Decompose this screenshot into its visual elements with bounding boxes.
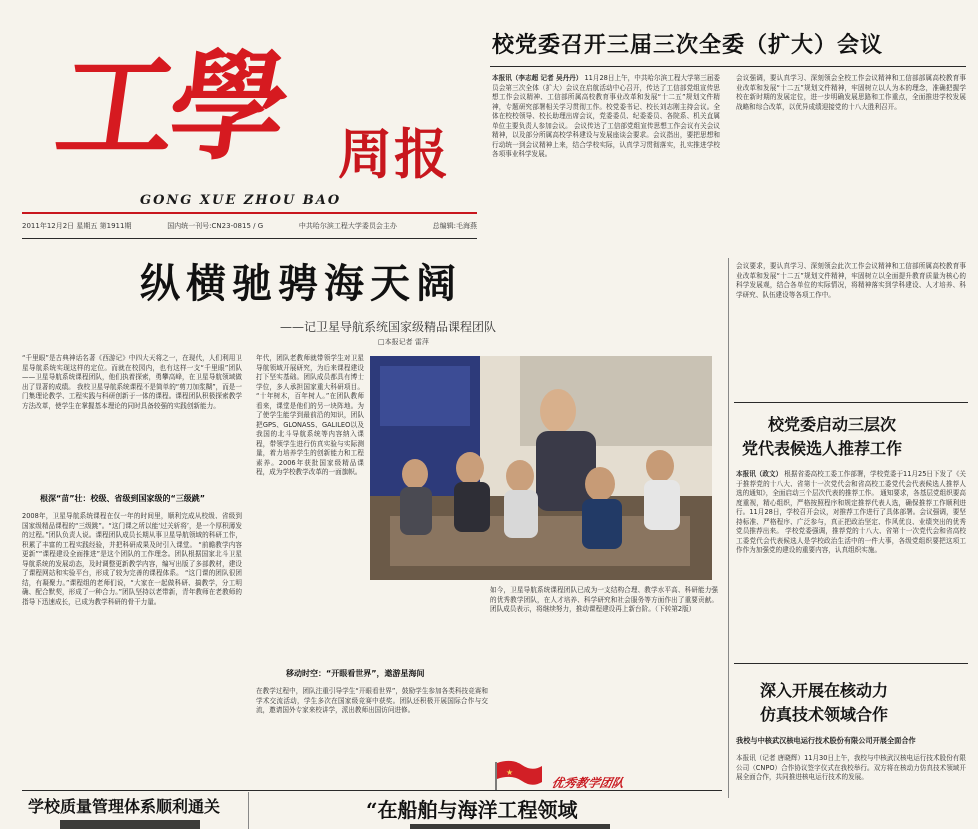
feature-col1-para-a: 2008年，卫星导航系统课程在仅一年的时间里，顺利完成从校级、省级到国家级精品课程的“三级跳”。“这门课之所以能‘过关斩将’，是一个厚积薄发的过程。”团队负责人说。课程团队成员长期从事卫星导航领域的科研工作，积累了丰富的工程实践经验，并把科研成果及时引入课堂。	[22, 512, 242, 549]
top-story-column-2b	[736, 262, 966, 392]
side-story-1-para-3: 学校党委强调，推荐党的十八大、省第十一次党代会和省高校工委党代会代表候选人是学校政治生活中的一件大事，各级党组织要把这项工作作为加强党的建设的重要内容，认真组织实施。	[736, 527, 966, 554]
top-story-byline: 本报讯（李志超 记者 吴丹丹）	[492, 74, 583, 82]
feature-col1-para-c: “这门课的团队很团结，有凝聚力。”课程组的老师们说，“大家在一起做科研、搞教学，分工明确、配合默契，形成了一种合力。”团队坚持以老带新，青年教师在老教师的指导下迅速成长，已成为教学科研的骨干力量。	[22, 569, 242, 606]
feature-subhead-1: 根深“苗”壮：校级、省级到国家级的“三级跳”	[40, 494, 206, 503]
side-story-1-rule	[734, 402, 968, 403]
feature-col2-para-b: “十年树木，百年树人。”在团队教师看来，课堂是他们的另一块阵地。为了使学生能学到最前沿的知识，团队把GPS、GLONASS、GALILEO以及我国的北斗导航系统等内容纳入课程，带领学生进行仿真实验与实际测量，着力培养学生的创新能力和工程素养。2006年获批国家级精品课程，成为学校教学改革的一面旗帜。	[256, 392, 364, 476]
top-story-headline: 校党委召开三届三次全委（扩大）会议	[492, 33, 884, 58]
masthead-rule-top	[22, 212, 477, 214]
feature-column-2	[256, 354, 364, 644]
chief-editor: 总编辑:毛海燕	[432, 222, 477, 230]
feature-column-1	[22, 512, 242, 787]
top-story-para-1: 11月28日上午，中共哈尔滨工程大学第三届委员会第三次全体（扩大）会议在启航活动中心召开，传达了工信部党组宣传思想工作会议精神、工信部所属高校教育事业改革和发展“十二五”规划文件精神，专题研究部署相关学习贯彻工作。校党委书记、校长刘志刚主持会议。全体在校校领导、校长助理出席会议，党委委员、纪委委员、各院系、机关直属单位主要负责人参加会议。	[492, 74, 720, 130]
right-column-divider	[728, 258, 729, 798]
feature-col2-para-c: 在教学过程中，团队注重引导学生“开眼看世界”，鼓励学生参加各类科技竞赛和学术交流活动，学生多次在国家级竞赛中获奖。团队还积极开展国际合作与交流，邀请国外专家来校讲学，派出教师出国访问进修。	[256, 687, 488, 714]
feature-col1-para-b: “前瞻教学内容更新”“课程建设全面推进”是这个团队的工作理念。团队根据国家北斗卫星导航系统的发展动态，及时调整更新教学内容，编写出版了多部教材，建设了课程网站和实验平台，形成了较为完善的课程体系。	[22, 540, 242, 577]
side-story-1-para-1: 根据省委高校工委工作部署，学校党委于11月25日下发了《关于推荐党的十八大、省第十一次党代会和省高校工委党代会代表候选人推荐人选的通知》，全面启动三个层次代表的推荐工作。	[736, 470, 966, 497]
feature-column-3	[490, 586, 718, 761]
feature-column-2-lower	[256, 687, 488, 787]
top-story-rule	[490, 66, 966, 67]
side-story-1-para-2: 通知要求，各基层党组织要高度重视，精心组织，严格按照程序和规定推荐代表人选，确保推荐工作顺利进行。11月28日，学校召开会议，对推荐工作进行了具体部署。会议强调，要坚持标准、严格程序、广泛参与，真正把政治坚定、作风优良、业绩突出的优秀党员推荐出来。	[736, 489, 966, 535]
issue-date: 2011年12月2日 星期五 第1911期	[22, 222, 132, 230]
feature-subheadline: ——记卫星导航系统国家级精品课程团队	[280, 320, 497, 334]
side-story-2-headline-line-1: 深入开展在核动力	[760, 681, 889, 700]
bottom-headline-left: 学校质量管理体系顺利通关	[28, 797, 221, 816]
side-story-1-body	[736, 470, 966, 660]
masthead-info-bar	[22, 221, 477, 235]
party-flag-emblem	[492, 760, 544, 790]
feature-byline: □本报记者 雷萍	[378, 338, 429, 346]
feature-intro-text-2: 我校卫星导航系统课程不是简单的“剪刀加浆糊”，而是一门集理论教学、工程实践与科研创新于一体的课程。课程团队积极探索教学方法改革，使学生在掌握基本理论的同时具备较强的实践创新能力。	[22, 382, 242, 410]
feature-photo	[370, 356, 712, 580]
feature-headline: 纵横驰骋海天阔	[140, 260, 462, 307]
side-story-2-rule	[734, 663, 968, 664]
stamp-caption: 优秀教学团队	[550, 776, 626, 790]
flag-icon	[492, 760, 544, 790]
side-story-2-body	[736, 754, 966, 826]
svg-text:★: ★	[506, 768, 514, 777]
feature-intro	[22, 354, 242, 484]
feature-col2-para-a: 年代，团队老教师就带领学生对卫星导航领域开展研究，为后来课程建设打下坚实基础。团队成员都具有博士学位，多人承担国家重大科研项目。	[256, 354, 364, 391]
top-story-para-4: 会议要求，要认真学习、深刻领会此次工作会议精神和工信部所属高校教育事业改革和发展“十二五”规划文件精神，牢固树立以全面提升教育质量为核心的科学发展观，结合各单位的实际情况，将精神落实到学科建设、人才培养、科学研究、队伍建设等各项工作中。	[736, 262, 966, 299]
masthead-title: 周报	[338, 123, 450, 186]
top-story-para-3: 会议强调，要认真学习、深刻领会全校工作会议精神和工信部部属高校教育事业改革和发展“十二五”规划文件精神，牢固树立以人为本的理念，准确把握学校在新时期的发展定位，进一步明确发展思路和工作重点，全面推进学校发展战略和综合改革，以优异成绩迎接党的十八大胜利召开。	[736, 74, 966, 111]
masthead-calligraphy-logo: 工學	[48, 37, 292, 176]
side-story-1-headline-line-2: 党代表候选人推荐工作	[742, 439, 903, 458]
feature-col3-para-a: 如今，卫星导航系统课程团队已成为一支结构合理、教学水平高、科研能力强的优秀教学团队，在人才培养、科学研究和社会服务等方面作出了重要贡献。团队成员表示，将继续努力，推动课程建设再上新台阶。（下转第2版）	[490, 586, 718, 613]
top-story-column-2	[736, 74, 966, 254]
bottom-headline-center: “在船舶与海洋工程领域	[366, 798, 578, 822]
sponsor: 中共哈尔滨工程大学委员会主办	[298, 222, 397, 230]
cn-number: 国内统一刊号:CN23-0815 / G	[167, 222, 264, 230]
side-story-2-headline-line-2: 仿真技术领域合作	[760, 705, 889, 724]
side-story-1-byline: 本报讯（政文）	[736, 470, 783, 478]
feature-subhead-2: 移动时空：“开眼看世界”，遨游星海间	[286, 669, 425, 678]
top-story-para-2: 会议传达了工信部党组宣传思想工作会议有关会议精神，以及部分所属高校学科建设与发展座谈会要求。会议指出，要把思想和行动统一到会议精神上来，结合学校实际，认真学习贯彻落实，扎实推进学校各项事业科学发展。	[492, 121, 720, 158]
side-story-2-subheadline: 我校与中核武汉核电运行技术股份有限公司开展全面合作	[736, 736, 916, 745]
feature-bottom-rule	[22, 790, 722, 791]
classroom-photo-illustration	[370, 356, 712, 580]
side-story-1-headline-line-1: 校党委启动三层次	[768, 415, 897, 434]
bottom-subline-left	[60, 820, 200, 829]
feature-intro-text: “千里眼”是古典神话名著《西游记》中四大天将之一，在现代，人们利用卫星导航系统实现这样的定位。而就在校园内，也有这样一支“千里眼”团队——卫星导航系统课程团队，他们执着探索，勇攀高峰，在卫星导航领域做出了显著的成绩。	[22, 354, 242, 391]
bottom-column-divider	[248, 792, 249, 829]
side-story-2-text: 本报讯（记者 唐晓辉）11月30日上午，我校与中核武汉核电运行技术股份有限公司（CNPO）合作协议签字仪式在我校举行。双方将在核动力仿真技术领域开展全面合作，共同推进核电运行技术的发展。	[736, 754, 966, 781]
bottom-subline-center	[410, 824, 610, 829]
masthead-pinyin: GONG XUE ZHOU BAO	[140, 193, 342, 208]
top-story-column-1	[492, 74, 720, 259]
masthead-rule-bottom	[22, 238, 477, 239]
